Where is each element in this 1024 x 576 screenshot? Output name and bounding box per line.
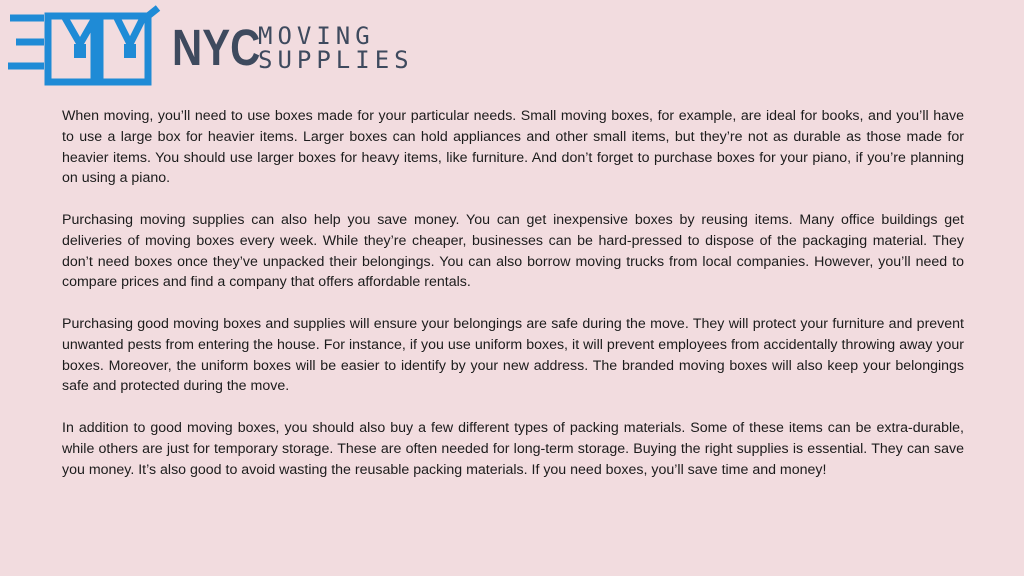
brand-name-stack xyxy=(258,21,414,74)
article-body xyxy=(62,106,964,501)
brand-wordmark xyxy=(172,19,414,76)
article-paragraph-1: When moving, you’ll need to use boxes made for your particular needs. Small moving boxes, for example, are ideal for books, and you’ll have to use a large box for heavier items. Larger boxes can hold appliances and other small items, but they’re not as durable as those made for heavier items. You should use larger boxes for heavy items, like furniture. And don’t forget to purchase boxes for your piano, if you’re planning on using a piano. xyxy=(62,108,964,187)
brand-name-line-2: SUPPLIES xyxy=(258,45,414,74)
brand-name-primary: NYC xyxy=(172,19,261,76)
article-paragraph-3: Purchasing good moving boxes and supplies will ensure your belongings are safe during the move. They will protect your furniture and prevent unwanted pests from entering the house. For instance, if you use uniform boxes, it will prevent employees from accidentally throwing away your boxes. Moreover, the uniform boxes will be easier to identify by your new address. The branded moving boxes will also keep your belongings safe and protected during the move. xyxy=(62,315,964,395)
article-paragraph-2: Purchasing moving supplies can also help you save money. You can get inexpensive boxes by reusing items. Many office buildings get deliveries of moving boxes every week. While they’re cheaper, businesses can be hard-pressed to dispose of the packaging material. They don’t need boxes once they’ve unpacked their belongings. You can also borrow moving trucks from local companies. However, you’ll need to compare prices and find a company that offers affordable rentals. xyxy=(62,211,964,291)
moving-box-icon xyxy=(4,4,164,88)
article-paragraph-4: In addition to good moving boxes, you should also buy a few different types of packing materials. Some of these items can be extra-durable, while others are just for temporary storage. These are often needed for long-term storage. Buying the right supplies is essential. They can save you money. It’s also good to avoid wasting the reusable packing materials. If you need boxes, you’ll save time and money! xyxy=(62,419,964,478)
brand-name-line-1: MOVING xyxy=(258,21,375,50)
site-header xyxy=(0,0,420,92)
